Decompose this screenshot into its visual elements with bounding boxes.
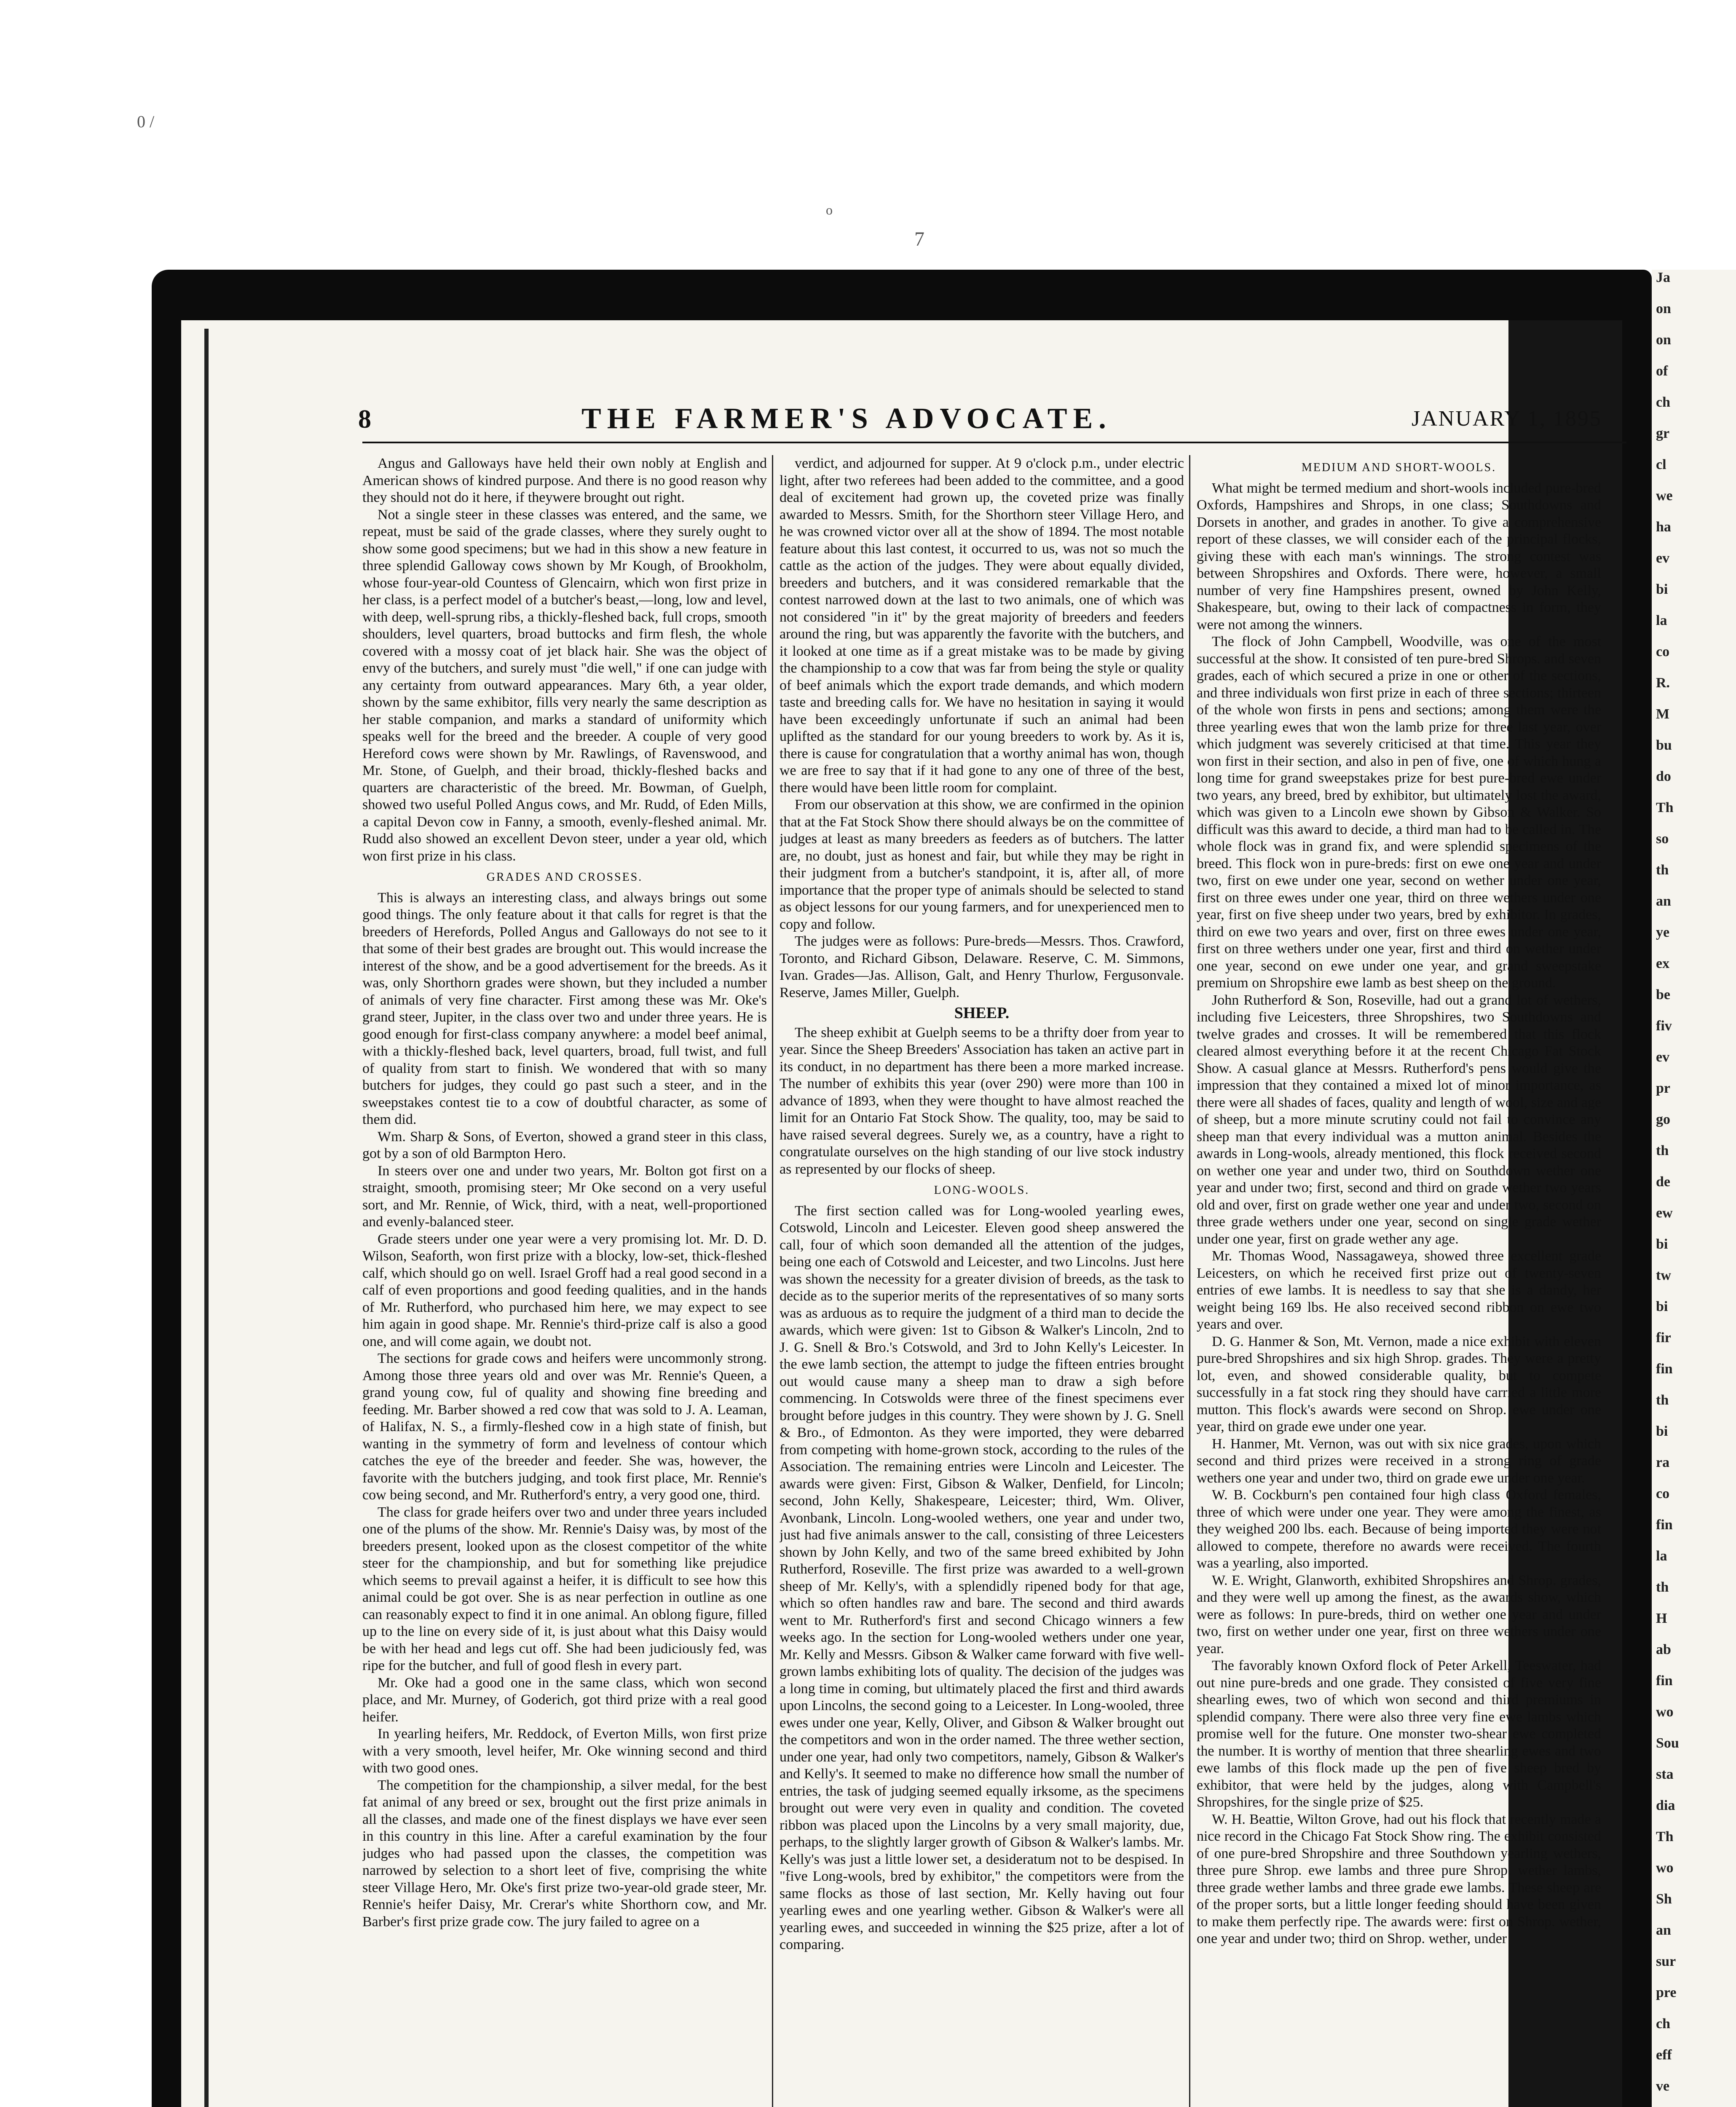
article-paragraph: The flock of John Campbell, Woodville, was one of the most successful at the show. It consisted of ten pure-bred Shrops. and seven grades, each of which secured a prize in one or other of the sections, and three individuals won first prize in each of three sections; thirteen of the whole won firsts in pens and sections; among them were the three yearling ewes that won the lamb prize for three last year, over which judgment was severely criticised at that time. This year they won first in their section, and also in pen of five, one of which hung a long time for grand sweepstakes prize for best pure-bred ewe under two years, any breed, bred by exhibitor, but ultimately lost the award, which was given to a Lincoln ewe shown by Gibson & Walker. So difficult was this award to decide, a third man had to be called in. The whole flock was in grand fix, and were splendid specimens of the breed. This flock won in pure-breds: first on ewe one year and under two, first on ewe under one year, second on wether under one year, first on three ewes under one year, third on three wethers under one year, first on five sheep under two years, bred by exhibitor. In grades, third on ewe two years and over, first on three ewes under one year, first on three wethers under one year, first and third on wether under one year, second on ewe under one year, and grand sweepstake premium on Shropshire ewe lamb as best sheep on the ground. xyxy=(1197,634,1601,991)
text-fragment: gr xyxy=(1656,426,1670,441)
text-fragment: fin xyxy=(1656,1517,1673,1533)
article-column-3 xyxy=(1197,455,1601,2107)
article-paragraph: D. G. Hanmer & Son, Mt. Vernon, made a nice exhibit with eleven pure-bred Shropshires and six high Shrop. grades. They were a pretty lot, even, and showed considerable quality, but to compete successfully in a fat stock ring they should have carried a little more mutton. This flock's awards were second on Shrop. ewe under one year, third on grade ewe under one year. xyxy=(1197,1333,1601,1434)
article-paragraph: What might be termed medium and short-wools included pure-bred Oxfords, Hampshires and Shrops, in one class; Southdowns and Dorsets in another, and grades in another. To give a comprehensive report of these classes, we will consider each of the principal flocks, giving these with each man's winnings. The strong contest was between Shropshires and Oxfords. There were, however, a small number of very fine Hampshires present, owned by John Kelly, Shakespeare, but, owing to their lack of compactness in form, they were not among the winners. xyxy=(1197,480,1601,633)
text-fragment: on xyxy=(1656,332,1671,348)
text-fragment: sta xyxy=(1656,1767,1674,1782)
text-fragment: dia xyxy=(1656,1798,1675,1813)
article-paragraph: W. B. Cockburn's pen contained four high class Oxford females, three of which were under one year. They were among the finest, as they weighed 200 lbs. each. Because of being imported they were not allowed to compete, therefore no awards were received. The fourth was a yearling, also imported. xyxy=(1197,1487,1601,1571)
text-fragment: th xyxy=(1656,1143,1669,1158)
column-rule xyxy=(772,455,773,2107)
text-fragment: R. xyxy=(1656,675,1670,691)
text-fragment: la xyxy=(1656,613,1667,628)
text-fragment: ra xyxy=(1656,1455,1670,1470)
text-fragment: th xyxy=(1656,862,1669,878)
masthead-title: THE FARMER'S ADVOCATE. xyxy=(581,402,1112,435)
text-fragment: co xyxy=(1656,644,1670,659)
text-fragment: fin xyxy=(1656,1673,1673,1689)
text-fragment: pre xyxy=(1656,1985,1677,2000)
article-paragraph: Angus and Galloways have held their own nobly at English and American shows of kindred purpose. And there is no good reason why they should not do it here, if theywere brought out right. xyxy=(362,456,767,505)
article-paragraph: This is always an interesting class, and always brings out some good things. The only feature about it that calls for regret is that the breeders of Herefords, Polled Angus and Galloways do not see to it that some of their best grades are brought out. This would increase the interest of the show, and be a good advertisement for the breeds. As it was, only Shorthorn grades were shown, but they included a number of animals of very fine character. First among these was Mr. Oke's grand steer, Jupiter, in the class over two and under three years. He is good enough for first-class company anywhere: a model beef animal, with a thickly-fleshed back, level quarters, broad, full twist, and full of quality from start to finish. We wondered that with so many butchers for judges, they could go past such a steer, and in the sweepstakes contest tie to a cow of doubtful character, as some of them did. xyxy=(362,890,767,1127)
text-fragment: so xyxy=(1656,831,1669,847)
article-paragraph: Mr. Thomas Wood, Nassagaweya, showed three excellent grade Leicesters, on which he received first prize out of twenty-seven entries of ewe lambs. It is needless to say that she is a dandy, her weight being 169 lbs. He also received second ribbon on ewe two years and over. xyxy=(1197,1248,1601,1332)
text-fragment: Th xyxy=(1656,800,1674,815)
text-fragment: ha xyxy=(1656,519,1671,535)
scan-mark: 7 xyxy=(914,228,924,250)
text-fragment: sur xyxy=(1656,1954,1676,1969)
section-heading: MEDIUM AND SHORT-WOOLS. xyxy=(1301,461,1497,474)
text-fragment: fiv xyxy=(1656,1018,1672,1034)
article-paragraph: W. H. Beattie, Wilton Grove, had out his flock that recently made a nice record in the Chicago Fat Stock Show ring. The exhibit consisted of one pure-bred Shropshire and three Southdown yearling wethers, three pure Shrop. ewe lambs and three pure Shrop. wether lambs, three grade wether lambs and three grade ewe lambs. These sheep are of the proper sorts, but a little longer feeding should have been given to make them perfectly ripe. The awards were: first on Shrop. wether, one year and under two; third on Shrop. wether, under xyxy=(1197,1811,1601,1946)
scan-mark: 0 / xyxy=(137,112,155,131)
text-fragment: ab xyxy=(1656,1642,1671,1657)
article-paragraph: The judges were as follows: Pure-breds—Messrs. Thos. Crawford, Toronto, and Richard Gibson, Delaware. Reserve, C. M. Simmons, Ivan. Grades—Jas. Allison, Galt, and Henry Thurlow, Fergusonvale. Reserve, James Miller, Guelph. xyxy=(780,933,1184,1000)
issue-date: JANUARY 1, 1895 xyxy=(1412,407,1602,431)
text-fragment: be xyxy=(1656,987,1670,1003)
article-paragraph: W. E. Wright, Glanworth, exhibited Shropshires and Shrop. grades, and they were well up among the finest, as the awards show, which were as follows: In pure-breds, third on wether one year and under two, first on wether under one year, first on three wethers under one year. xyxy=(1197,1572,1601,1657)
text-fragment: Ja xyxy=(1656,270,1670,285)
text-fragment: ch xyxy=(1656,394,1670,410)
section-heading: SHEEP. xyxy=(954,1004,1010,1022)
section-heading: LONG-WOOLS. xyxy=(934,1184,1030,1197)
article-paragraph: Grade steers under one year were a very promising lot. Mr. D. D. Wilson, Seaforth, won first prize with a blocky, low-set, thick-fleshed calf, which should go on well. Israel Groff had a real good second in a calf of even proportions and good feeding qualities, and in the hands of Mr. Rutherford, who purchased him here, we may expect to see him again in good shape. Mr. Rennie's third-prize calf is also a good one, and will come again, we doubt not. xyxy=(362,1231,767,1349)
text-fragment: ve xyxy=(1656,2078,1670,2094)
text-fragment: bi xyxy=(1656,582,1668,597)
text-fragment: ew xyxy=(1656,1205,1673,1221)
text-fragment: bi xyxy=(1656,1423,1668,1439)
article-paragraph: From our observation at this show, we are confirmed in the opinion that at the Fat Stock Show there should always be on the committee of judges at least as many breeders as feeders as of butchers. The latter are, no doubt, just as honest and fair, but while they may be right in their judgment from a butcher's standpoint, it is, after all, of more importance that the proper type of animals should be selected to stand as object lessons for our young farmers, and for unexperienced men to copy and follow. xyxy=(780,797,1184,932)
text-fragment: do xyxy=(1656,769,1671,784)
text-fragment: bi xyxy=(1656,1236,1668,1252)
text-fragment: we xyxy=(1656,488,1673,504)
text-fragment: bi xyxy=(1656,1299,1668,1314)
text-fragment: wo xyxy=(1656,1860,1674,1876)
text-fragment: de xyxy=(1656,1174,1670,1190)
header-rule xyxy=(362,442,1626,443)
text-fragment: ex xyxy=(1656,956,1670,971)
text-fragment: Sou xyxy=(1656,1735,1679,1751)
article-paragraph: The sections for grade cows and heifers were uncommonly strong. Among those three years old and over was Mr. Rennie's Queen, a grand young cow, ful of quality and showing fine breeding and feeding. Mr. Barber showed a red cow that was sold to J. A. Leaman, of Halifax, N. S., a firmly-fleshed cow in a high state of finish, but wanting in the symmetry of form and levelness of contour which catches the eye of the breeder and feeder. She was, however, the favorite with the butchers judging, and took first place, Mr. Rennie's cow being second, and Mr. Rutherford's entry, a very good one, third. xyxy=(362,1351,767,1503)
text-fragment: la xyxy=(1656,1548,1667,1564)
text-fragment: bu xyxy=(1656,737,1672,753)
section-heading: GRADES AND CROSSES. xyxy=(486,871,643,884)
column-rule xyxy=(1189,455,1190,2107)
scan-mark: o xyxy=(826,202,833,217)
text-fragment: co xyxy=(1656,1486,1670,1501)
text-fragment: ev xyxy=(1656,1049,1670,1065)
article-paragraph: The class for grade heifers over two and under three years included one of the plums of the show. Mr. Rennie's Daisy was, by most of the breeders present, looked upon as the closest competitor of the white steer for the championship, and but for something like prejudice which seems to prevail against a heifer, it is difficult to see how this animal could be got over. She is as near perfection in outline as one can reasonably expect to find it in one animal. An oblong figure, filled up to the line on every side of it, is just about what this Daisy would be with her head and legs cut off. She had been judiciously fed, was ripe for the butcher, and full of good flesh in every part. xyxy=(362,1504,767,1673)
page-number: 8 xyxy=(358,405,371,434)
article-paragraph: The favorably known Oxford flock of Peter Arkell, Teeswater, had out nine pure-breds and one grade. They consisted of five very fine shearling ewes, two of which won second and third premiums in splendid company. There were also three very fine ewe lambs which promise well for the future. One monster two-shear ewe completed the number. It is worthy of mention that three shearling ewes and two ewe lambs of this flock made up the pen of five sheep bred by exhibitor, that were held by the judges, along with Campbell's Shropshires, for the single prize of $25. xyxy=(1197,1658,1601,1810)
text-fragment: tw xyxy=(1656,1268,1671,1283)
text-fragment: th xyxy=(1656,1579,1669,1595)
text-fragment: M xyxy=(1656,706,1670,722)
article-paragraph: The competition for the championship, a silver medal, for the best fat animal of any breed or sex, brought out the first prize animals in all the classes, and made one of the finest displays we have ever seen in this country in this line. After a careful examination by the four judges who had passed upon the classes, the competition was narrowed by selection to a short leet of five, comprising the white steer Village Hero, Mr. Oke's first prize two-year-old grade steer, Mr. Rennie's heifer Daisy, Mr. Crerar's white Shorthorn cow, and Mr. Barber's first prize grade cow. The jury failed to agree on a xyxy=(362,1777,767,1930)
text-fragment: ye xyxy=(1656,925,1670,940)
article-paragraph: Not a single steer in these classes was entered, and the same, we repeat, must be said of the grade classes, where they surely ought to show some good specimens; but we had in this show a new feature in three splendid Galloway cows shown by Mr Kough, of Brookholm, whose four-year-old Countess of Glencairn, which won first prize in her class, is a perfect model of a butcher's beast,—long, low and level, with deep, well-sprung ribs, a thickly-fleshed back, full crops, smooth shoulders, level quarters, broad buttocks and firm flesh, the whole covered with a mossy coat of jet black hair. She was the object of envy of the butchers, and surely must "die well," if one can judge with any certainty from outward appearances. Mary 6th, a year older, shown by the same exhibitor, fills very nearly the same description as her stable companion, and marks a standard of uniformity which speaks well for the breed and the breeder. A couple of very good Hereford cows were shown by Mr. Rawlings, of Ravenswood, and Mr. Stone, of Guelph, and their broad, thickly-fleshed backs and quarters are characteristic of the breed. Mr. Bowman, of Guelph, showed two useful Polled Angus cows, and Mr. Rudd, of Eden Mills, a capital Devon cow in Fanny, a smooth, evenly-fleshed animal. Mr. Rudd also showed an excellent Devon steer, under a year old, which won first prize in his class. xyxy=(362,507,767,864)
page-header xyxy=(177,402,1618,438)
text-fragment: on xyxy=(1656,301,1671,316)
article-paragraph: Mr. Oke had a good one in the same class, which won second place, and Mr. Murney, of Goderich, got third prize with a real good heifer. xyxy=(362,1675,767,1725)
text-fragment: Th xyxy=(1656,1829,1674,1844)
text-fragment: fir xyxy=(1656,1330,1671,1346)
text-fragment: pr xyxy=(1656,1080,1670,1096)
text-fragment: eff xyxy=(1656,2047,1672,2063)
text-fragment: ev xyxy=(1656,550,1670,566)
text-fragment: an xyxy=(1656,893,1671,909)
text-fragment: Sh xyxy=(1656,1891,1672,1907)
text-fragment: ch xyxy=(1656,2016,1670,2032)
article-paragraph: Wm. Sharp & Sons, of Everton, showed a grand steer in this class, got by a son of old Barmpton Hero. xyxy=(362,1129,767,1161)
article-paragraph: The first section called was for Long-wooled yearling ewes, Cotswold, Lincoln and Leicester. Eleven good sheep answered the call, four of which soon demanded all the attention of the judges, being one each of Cotswold and Leicester, and two Lincolns. Just here was shown the necessity for a greater division of breeds, as the task to decide as to the superior merits of the representatives of so many sorts was as arduous as to require the judgment of a third man to decide the awards, which were given: 1st to Gibson & Walker's Lincoln, 2nd to J. G. Snell & Bro.'s Cotswold, and 3rd to John Kelly's Leicester. In the ewe lamb section, the attempt to judge the fifteen entries brought out would cause many a sheep man to draw a sigh before commencing. In Cotswolds were three of the finest specimens ever brought before judges in this country. They were shown by J. G. Snell & Bro., of Edmonton. As they were imported, they were debarred from competing with home-grown stock, according to the rules of the Association. The remaining entries were Lincoln and Leicester. The awards were given: First, Gibson & Walker, Denfield, for Lincoln; second, John Kelly, Shakespeare, Leicester; third, Wm. Oliver, Avonbank, Lincoln. Long-wooled wethers, one year and under two, just had five animals answer to the call, consisting of three Leicesters shown by John Kelly, and two of the same breed exhibited by John Rutherford, Roseville. The first prize was awarded to a well-grown sheep of Mr. Kelly's, with a splendidly ripened body for that age, which so often handles raw and bare. The second and third awards went to Mr. Rutherford's first and second Chicago winners a few weeks ago. In the section for Long-wooled wethers under one year, Mr. Kelly and Messrs. Gibson & Walker came forward with five well-grown lambs exhibiting lots of quality. The decision of the judges was a long time in coming, but ultimately placed the first and third awards upon Lincolns, the second going to a Leicester. In Long-wooled, three ewes under one year, Kelly, Oliver, and Gibson & Walker brought out the competitors and won in the order named. The three wether section, under one year, had only two competitors, namely, Gibson & Walker's and Kelly's. It seemed to make no difference how small the number of entries, the task of judging seemed equally irksome, as the specimens brought out were very even in quality and condition. The coveted ribbon was placed upon the Lincolns by a very small majority, due, perhaps, to the slightly larger growth of Gibson & Walker's lambs. Mr. Kelly's was just a little lower set, a desideratum not to be despised. In "five Long-wools, bred by exhibitor," the competitors were from the same flocks as those of last section, Mr. Kelly having out four yearling ewes and one yearling wether. Gibson & Walker's were all yearling ewes, and succeeded in winning the $25 prize, after a lot of comparing. xyxy=(780,1203,1184,1952)
adjacent-page-fragment xyxy=(1652,270,1736,2107)
article-paragraph: In steers over one and under two years, Mr. Bolton got first on a straight, smooth, promising steer; Mr Oke second on a very useful sort, and Mr. Rennie, of Wick, third, with a neat, well-proportioned and evenly-balanced steer. xyxy=(362,1163,767,1230)
article-paragraph: H. Hanmer, Mt. Vernon, was out with six nice grades, upon which second and third prizes were received in a strong ring of grade wethers one year and under two, third on grade ewe under one year. xyxy=(1197,1436,1601,1486)
article-paragraph: The sheep exhibit at Guelph seems to be a thrifty doer from year to year. Since the Sheep Breeders' Association has taken an active part in its conduct, in no department has there been a more marked increase. The number of exhibits this year (over 290) were more than 100 in advance of 1893, when they were thought to have almost reached the limit for an Ontario Fat Stock Show. The quality, too, may be said to have raised several degrees. Surely we, as a country, have a right to congratulate ourselves on the high standing of our live stock industry as represented by our flocks of sheep. xyxy=(780,1024,1184,1177)
text-fragment: go xyxy=(1656,1112,1670,1127)
article-paragraph: In yearling heifers, Mr. Reddock, of Everton Mills, won first prize with a very smooth, level heifer, Mr. Oke winning second and third with two good ones. xyxy=(362,1726,767,1776)
article-paragraph: verdict, and adjourned for supper. At 9 o'clock p.m., under electric light, after two referees had been added to the committee, and a good deal of excitement had grown up, the coveted prize was finally awarded to Messrs. Smith, for the Shorthorn steer Village Hero, and he was crowned victor over all at the show of 1894. The most notable feature about this last contest, it occurred to us, was not so much the cattle as the action of the judges. They were about equally divided, breeders and butchers, and it was considered remarkable that the contest narrowed down at the last to two animals, one of which was not considered "in it" by the great majority of breeders and feeders around the ring, but was apparently the favorite with the butchers, and it looked at one time as if a great mistake was to be made by giving the championship to a cow that was far from being the style or quality of beef animals which the export trade demands, and which modern taste and breeding calls for. We have no hesitation in saying it would have been exceedingly unfortunate if such an animal had been uplifted as the standard for our young breeders to work by. As it is, there is cause for congratulation that a worthy animal has won, though we are free to say that if it had gone to any one of three of the best, there would have been little room for complaint. xyxy=(780,456,1184,796)
article-column-2 xyxy=(780,455,1184,2107)
text-fragment: wo xyxy=(1656,1704,1674,1720)
text-fragment: an xyxy=(1656,1922,1671,1938)
text-fragment: cl xyxy=(1656,457,1666,472)
article-paragraph: John Rutherford & Son, Roseville, had out a grand lot of wethers, including five Leicesters, three Shropshires, two Southdowns and twelve grades and crosses. It will be remembered that this flock cleared almost everything before it at the recent Chicago Fat Stock Show. A casual glance at Messrs. Rutherford's pens would give the impression that they contained a mixed lot of minor importance, as there were all shades of faces, quality and length of wool, size and age of sheep, but a more minute scrutiny could not fail to convince any sheep man that every individual was a mutton animal. Besides the awards in Long-wools, already mentioned, this flock received second on wether one year and under two, third on Southdown wether one year and under two; first, second and third on grade wether two years old and over, first on grade wether one year and under two, second on three grade wethers under one year, second on single grade wether under one year, first on grade wether any age. xyxy=(1197,992,1601,1247)
text-fragment: fin xyxy=(1656,1361,1673,1377)
text-fragment: H xyxy=(1656,1611,1667,1626)
text-fragment: th xyxy=(1656,1392,1669,1408)
text-fragment: of xyxy=(1656,363,1668,379)
article-column-1 xyxy=(362,455,767,2107)
